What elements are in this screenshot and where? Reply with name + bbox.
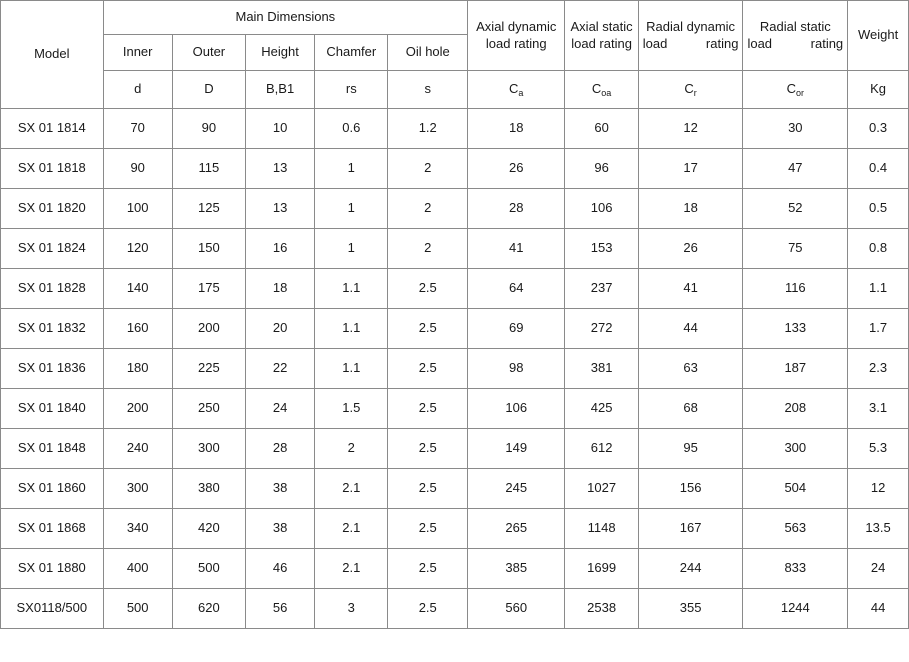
cell-radial-static-load: 133 [743, 309, 848, 349]
cell-inner-diameter: 340 [103, 509, 172, 549]
symbol-Coa-sub: oa [601, 88, 612, 99]
cell-inner-diameter: 120 [103, 229, 172, 269]
header-row-1 [1, 1, 909, 35]
symbol-Cr-base: C [684, 81, 694, 97]
table-body [1, 109, 909, 629]
symbol-Ca-base: C [509, 81, 519, 97]
header-outer: Outer [172, 35, 245, 71]
cell-height: 13 [246, 149, 315, 189]
cell-axial-static-load: 1148 [565, 509, 638, 549]
cell-chamfer: 1.5 [315, 389, 388, 429]
cell-axial-dynamic-load: 64 [468, 269, 565, 309]
cell-oil-hole: 2.5 [388, 429, 468, 469]
cell-weight: 0.3 [848, 109, 909, 149]
cell-chamfer: 2.1 [315, 549, 388, 589]
cell-chamfer: 3 [315, 589, 388, 629]
cell-radial-dynamic-load: 63 [638, 349, 743, 389]
cell-model: SX0118/500 [1, 589, 104, 629]
cell-oil-hole: 1.2 [388, 109, 468, 149]
cell-chamfer: 1.1 [315, 269, 388, 309]
cell-chamfer: 2.1 [315, 509, 388, 549]
cell-radial-dynamic-load: 17 [638, 149, 743, 189]
table-row [1, 429, 909, 469]
cell-inner-diameter: 70 [103, 109, 172, 149]
cell-radial-static-load: 504 [743, 469, 848, 509]
cell-chamfer: 0.6 [315, 109, 388, 149]
cell-outer-diameter: 420 [172, 509, 245, 549]
symbol-Cor [743, 71, 848, 109]
table-row [1, 149, 909, 189]
cell-oil-hole: 2.5 [388, 549, 468, 589]
cell-weight: 13.5 [848, 509, 909, 549]
cell-axial-static-load: 60 [565, 109, 638, 149]
cell-model: SX 01 1836 [1, 349, 104, 389]
cell-outer-diameter: 175 [172, 269, 245, 309]
header-height: Height [246, 35, 315, 71]
cell-radial-dynamic-load: 95 [638, 429, 743, 469]
cell-radial-dynamic-load: 244 [638, 549, 743, 589]
cell-radial-static-load: 1244 [743, 589, 848, 629]
symbol-Cr-sub: r [693, 88, 697, 99]
cell-inner-diameter: 160 [103, 309, 172, 349]
cell-axial-dynamic-load: 26 [468, 149, 565, 189]
header-model: Model [1, 1, 104, 109]
cell-oil-hole: 2.5 [388, 469, 468, 509]
table-row [1, 349, 909, 389]
cell-radial-static-load: 52 [743, 189, 848, 229]
cell-radial-dynamic-load: 68 [638, 389, 743, 429]
cell-outer-diameter: 90 [172, 109, 245, 149]
table-row [1, 309, 909, 349]
symbol-s: s [388, 71, 468, 109]
cell-outer-diameter: 150 [172, 229, 245, 269]
cell-axial-dynamic-load: 98 [468, 349, 565, 389]
cell-inner-diameter: 200 [103, 389, 172, 429]
cell-radial-dynamic-load: 44 [638, 309, 743, 349]
table-row [1, 549, 909, 589]
header-inner: Inner [103, 35, 172, 71]
cell-radial-dynamic-load: 167 [638, 509, 743, 549]
header-chamfer: Chamfer [315, 35, 388, 71]
cell-axial-dynamic-load: 69 [468, 309, 565, 349]
cell-outer-diameter: 620 [172, 589, 245, 629]
cell-radial-static-load: 833 [743, 549, 848, 589]
symbol-Ca-sub: a [518, 88, 524, 99]
cell-height: 22 [246, 349, 315, 389]
cell-axial-static-load: 2538 [565, 589, 638, 629]
cell-oil-hole: 2.5 [388, 269, 468, 309]
cell-weight: 0.4 [848, 149, 909, 189]
cell-axial-dynamic-load: 18 [468, 109, 565, 149]
cell-axial-dynamic-load: 385 [468, 549, 565, 589]
cell-axial-dynamic-load: 41 [468, 229, 565, 269]
symbol-Ca [468, 71, 565, 109]
cell-chamfer: 1 [315, 149, 388, 189]
cell-model: SX 01 1880 [1, 549, 104, 589]
symbol-Cor-base: C [786, 81, 796, 97]
cell-weight: 5.3 [848, 429, 909, 469]
header-radial-static-load-rating: Radial static load rating [743, 1, 848, 71]
cell-height: 38 [246, 469, 315, 509]
cell-outer-diameter: 200 [172, 309, 245, 349]
cell-weight: 24 [848, 549, 909, 589]
table-row [1, 589, 909, 629]
cell-radial-static-load: 300 [743, 429, 848, 469]
cell-chamfer: 1 [315, 189, 388, 229]
cell-inner-diameter: 500 [103, 589, 172, 629]
header-axial-static-load-rating: Axial static load rating [565, 1, 638, 71]
header-oil-hole: Oil hole [388, 35, 468, 71]
cell-model: SX 01 1832 [1, 309, 104, 349]
cell-height: 18 [246, 269, 315, 309]
cell-outer-diameter: 115 [172, 149, 245, 189]
cell-model: SX 01 1868 [1, 509, 104, 549]
cell-radial-dynamic-load: 18 [638, 189, 743, 229]
cell-chamfer: 1.1 [315, 309, 388, 349]
cell-outer-diameter: 250 [172, 389, 245, 429]
cell-inner-diameter: 140 [103, 269, 172, 309]
cell-weight: 1.7 [848, 309, 909, 349]
cell-axial-dynamic-load: 265 [468, 509, 565, 549]
table-row [1, 469, 909, 509]
cell-weight: 1.1 [848, 269, 909, 309]
symbol-Cor-sub: or [796, 88, 805, 99]
cell-chamfer: 2 [315, 429, 388, 469]
cell-weight: 3.1 [848, 389, 909, 429]
cell-axial-static-load: 1027 [565, 469, 638, 509]
symbol-Cr [638, 71, 743, 109]
table-row [1, 269, 909, 309]
cell-axial-static-load: 612 [565, 429, 638, 469]
cell-radial-dynamic-load: 26 [638, 229, 743, 269]
cell-model: SX 01 1814 [1, 109, 104, 149]
cell-inner-diameter: 300 [103, 469, 172, 509]
cell-radial-dynamic-load: 41 [638, 269, 743, 309]
cell-weight: 12 [848, 469, 909, 509]
cell-model: SX 01 1828 [1, 269, 104, 309]
symbol-Coa [565, 71, 638, 109]
cell-axial-dynamic-load: 560 [468, 589, 565, 629]
cell-inner-diameter: 240 [103, 429, 172, 469]
cell-radial-static-load: 563 [743, 509, 848, 549]
cell-oil-hole: 2.5 [388, 509, 468, 549]
cell-model: SX 01 1820 [1, 189, 104, 229]
cell-height: 16 [246, 229, 315, 269]
cell-oil-hole: 2 [388, 149, 468, 189]
cell-outer-diameter: 380 [172, 469, 245, 509]
cell-height: 24 [246, 389, 315, 429]
cell-oil-hole: 2 [388, 229, 468, 269]
cell-axial-static-load: 425 [565, 389, 638, 429]
cell-oil-hole: 2.5 [388, 309, 468, 349]
cell-chamfer: 1 [315, 229, 388, 269]
symbol-B-B1: B,B1 [246, 71, 315, 109]
cell-inner-diameter: 100 [103, 189, 172, 229]
cell-axial-static-load: 96 [565, 149, 638, 189]
cell-height: 10 [246, 109, 315, 149]
cell-axial-static-load: 237 [565, 269, 638, 309]
symbol-kg: Kg [848, 71, 909, 109]
table-header [1, 1, 909, 109]
cell-inner-diameter: 180 [103, 349, 172, 389]
cell-height: 20 [246, 309, 315, 349]
table-row [1, 389, 909, 429]
cell-model: SX 01 1824 [1, 229, 104, 269]
cell-axial-static-load: 272 [565, 309, 638, 349]
cell-radial-dynamic-load: 156 [638, 469, 743, 509]
header-row-3-symbols [1, 71, 909, 109]
cell-radial-dynamic-load: 12 [638, 109, 743, 149]
cell-inner-diameter: 400 [103, 549, 172, 589]
cell-outer-diameter: 125 [172, 189, 245, 229]
cell-oil-hole: 2 [388, 189, 468, 229]
table-row [1, 509, 909, 549]
cell-radial-static-load: 187 [743, 349, 848, 389]
cell-weight: 0.5 [848, 189, 909, 229]
table-row [1, 189, 909, 229]
cell-model: SX 01 1818 [1, 149, 104, 189]
header-axial-dynamic-load-rating: Axial dynamic load rating [468, 1, 565, 71]
cell-height: 56 [246, 589, 315, 629]
table-row [1, 229, 909, 269]
cell-height: 28 [246, 429, 315, 469]
cell-axial-static-load: 153 [565, 229, 638, 269]
cell-axial-dynamic-load: 149 [468, 429, 565, 469]
symbol-Coa-base: C [591, 81, 602, 97]
cell-axial-dynamic-load: 28 [468, 189, 565, 229]
cell-outer-diameter: 225 [172, 349, 245, 389]
cell-axial-dynamic-load: 106 [468, 389, 565, 429]
cell-weight: 44 [848, 589, 909, 629]
cell-oil-hole: 2.5 [388, 389, 468, 429]
cell-model: SX 01 1840 [1, 389, 104, 429]
cell-weight: 2.3 [848, 349, 909, 389]
cell-oil-hole: 2.5 [388, 349, 468, 389]
header-main-dimensions: Main Dimensions [103, 1, 467, 35]
cell-radial-static-load: 47 [743, 149, 848, 189]
cell-outer-diameter: 500 [172, 549, 245, 589]
cell-chamfer: 2.1 [315, 469, 388, 509]
header-radial-dynamic-load-rating: Radial dynamic load rating [638, 1, 743, 71]
cell-model: SX 01 1860 [1, 469, 104, 509]
cell-outer-diameter: 300 [172, 429, 245, 469]
cell-axial-static-load: 1699 [565, 549, 638, 589]
header-weight: Weight [848, 1, 909, 71]
symbol-D: D [172, 71, 245, 109]
symbol-rs: rs [315, 71, 388, 109]
cell-chamfer: 1.1 [315, 349, 388, 389]
cell-oil-hole: 2.5 [388, 589, 468, 629]
cell-axial-static-load: 106 [565, 189, 638, 229]
cell-radial-static-load: 208 [743, 389, 848, 429]
cell-height: 13 [246, 189, 315, 229]
symbol-d: d [103, 71, 172, 109]
cell-radial-dynamic-load: 355 [638, 589, 743, 629]
cell-axial-dynamic-load: 245 [468, 469, 565, 509]
cell-radial-static-load: 75 [743, 229, 848, 269]
cell-height: 38 [246, 509, 315, 549]
cell-height: 46 [246, 549, 315, 589]
cell-model: SX 01 1848 [1, 429, 104, 469]
cell-weight: 0.8 [848, 229, 909, 269]
cell-axial-static-load: 381 [565, 349, 638, 389]
table-row [1, 109, 909, 149]
cell-inner-diameter: 90 [103, 149, 172, 189]
cell-radial-static-load: 116 [743, 269, 848, 309]
cell-radial-static-load: 30 [743, 109, 848, 149]
